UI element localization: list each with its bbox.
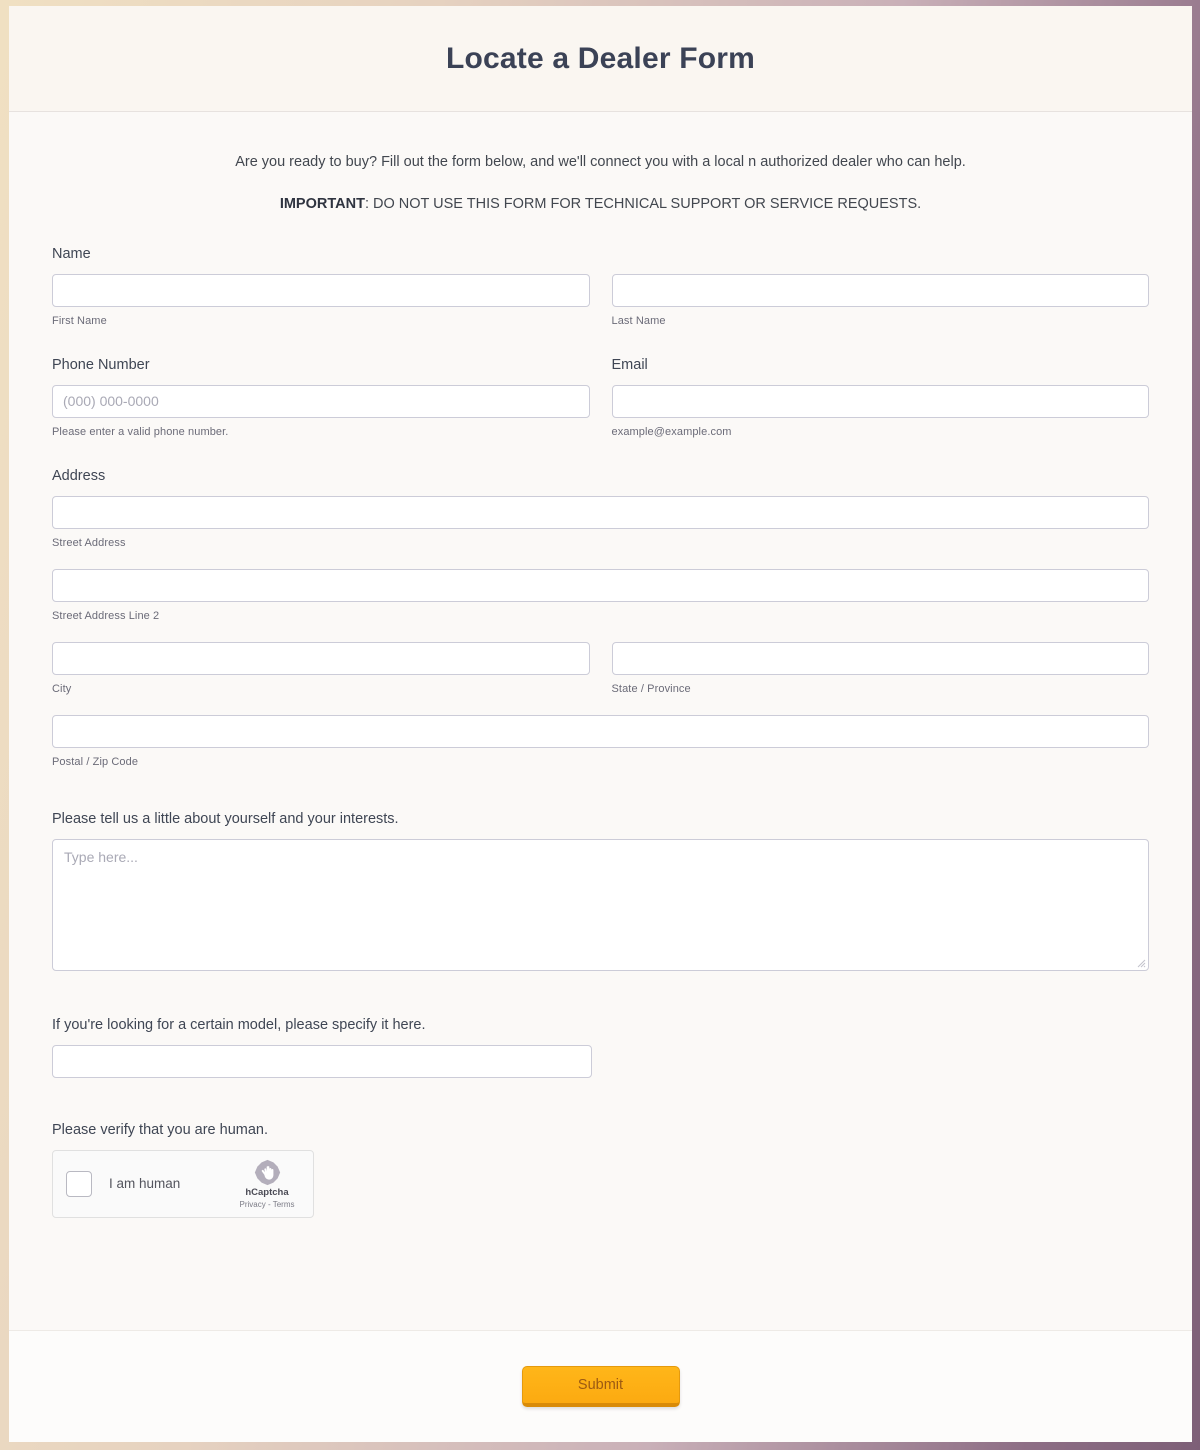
field-group-about	[52, 811, 1149, 971]
submit-button[interactable]: Submit	[522, 1366, 680, 1407]
name-row	[52, 274, 1149, 327]
name-label: Name	[52, 245, 91, 262]
postal-zip-sublabel: Postal / Zip Code	[52, 755, 139, 768]
street-address-2-col	[52, 569, 1149, 622]
street-address-2-sublabel: Street Address Line 2	[52, 609, 160, 622]
city-state-row	[52, 642, 1149, 695]
about-textarea-wrap	[52, 839, 1149, 971]
phone-input[interactable]	[52, 385, 590, 418]
form-footer	[9, 1330, 1192, 1442]
phone-email-row	[52, 385, 1149, 438]
intro-line-1: Are you ready to buy? Fill out the form below, and we'll connect you with a local n authorized dealer who can help.	[235, 154, 966, 170]
postal-col	[52, 715, 1149, 768]
email-col	[612, 385, 1150, 438]
field-group-name	[52, 246, 1149, 327]
hcaptcha-checkbox-label: I am human	[109, 1176, 181, 1191]
captcha-label: Please verify that you are human.	[52, 1121, 269, 1138]
hcaptcha-checkbox[interactable]	[66, 1171, 92, 1197]
intro-block	[52, 112, 1149, 216]
phone-sublabel: Please enter a valid phone number.	[52, 425, 229, 438]
email-label: Email	[611, 356, 648, 373]
hcaptcha-widget[interactable]	[52, 1150, 314, 1218]
model-label: If you're looking for a certain model, please specify it here.	[52, 1016, 426, 1033]
email-sublabel: example@example.com	[611, 425, 732, 438]
phone-email-label-row	[52, 357, 1149, 385]
about-textarea[interactable]	[52, 839, 1149, 971]
form-container	[9, 6, 1192, 1442]
first-name-sublabel: First Name	[52, 314, 107, 327]
hcaptcha-logo-icon	[254, 1159, 281, 1186]
address-label: Address	[52, 467, 106, 484]
field-group-captcha	[52, 1122, 1149, 1218]
intro-line-important	[52, 194, 1149, 216]
email-label-col	[612, 357, 1150, 385]
first-name-input[interactable]	[52, 274, 590, 307]
phone-label: Phone Number	[52, 356, 150, 373]
state-col	[612, 642, 1150, 695]
phone-col	[52, 385, 590, 438]
street-address-input[interactable]	[52, 496, 1149, 529]
phone-label-col	[52, 357, 590, 385]
important-label: IMPORTANT	[279, 195, 365, 212]
state-province-sublabel: State / Province	[611, 682, 691, 695]
last-name-col	[612, 274, 1150, 327]
city-input[interactable]	[52, 642, 590, 675]
first-name-col	[52, 274, 590, 327]
street-address-2-input[interactable]	[52, 569, 1149, 602]
field-group-model	[52, 1017, 1149, 1078]
hcaptcha-brand-name: hCaptcha	[245, 1186, 289, 1198]
postal-zip-input[interactable]	[52, 715, 1149, 748]
street-address-sublabel: Street Address	[52, 536, 126, 549]
last-name-sublabel: Last Name	[611, 314, 666, 327]
email-input[interactable]	[612, 385, 1150, 418]
hcaptcha-privacy-terms-links[interactable]: Privacy - Terms	[239, 1199, 295, 1209]
field-group-address	[52, 468, 1149, 768]
hcaptcha-brand	[234, 1159, 300, 1209]
last-name-input[interactable]	[612, 274, 1150, 307]
form-body	[9, 112, 1192, 1330]
field-group-phone-email	[52, 357, 1149, 438]
model-input[interactable]	[52, 1045, 592, 1078]
about-label: Please tell us a little about yourself and your interests.	[52, 810, 399, 827]
city-col	[52, 642, 590, 695]
street-address-col	[52, 496, 1149, 549]
form-header	[9, 6, 1192, 112]
city-sublabel: City	[52, 682, 72, 695]
important-text: : DO NOT USE THIS FORM FOR TECHNICAL SUPPORT OR SERVICE REQUESTS.	[364, 195, 922, 212]
state-province-input[interactable]	[612, 642, 1150, 675]
page-title: Locate a Dealer Form	[445, 41, 756, 75]
